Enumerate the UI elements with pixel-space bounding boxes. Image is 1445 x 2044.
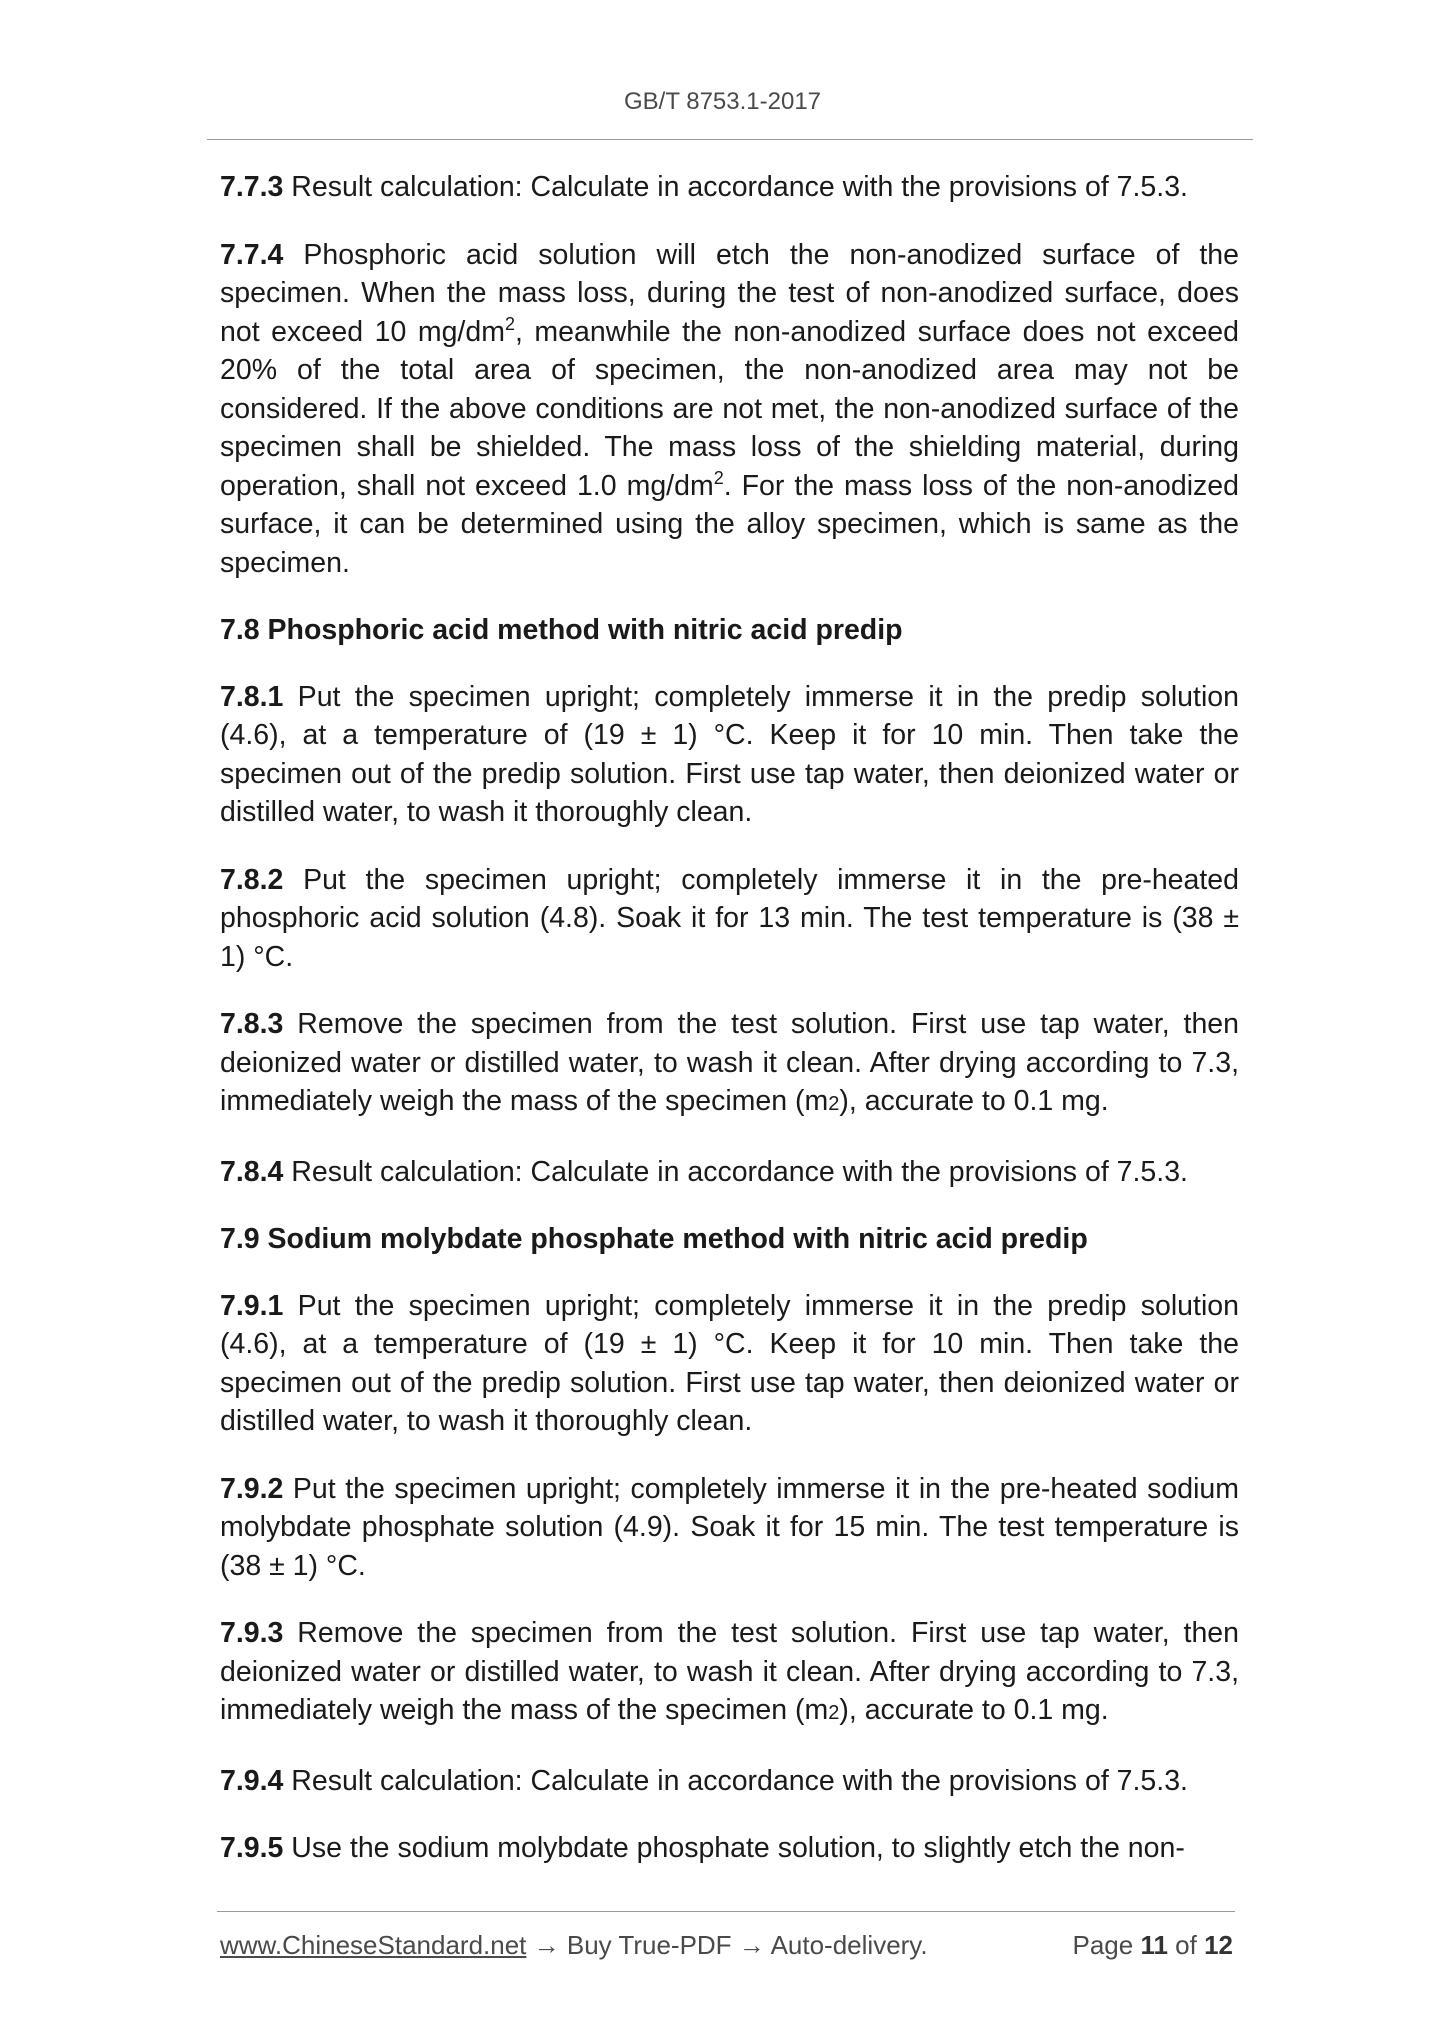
page-number (1072, 1930, 1233, 1961)
subscript: 2 (828, 1093, 840, 1115)
document-body (220, 168, 1239, 1897)
clause-text: Remove the specimen from the test solution. First use tap water, then deionized water or distilled water, to wash it clean. After drying according to 7.3, immediately weigh the mass of the specimen (m (220, 1008, 1239, 1117)
clause-text: Put the specimen upright; completely immerse it in the pre-heated phosphoric acid solution (4.8). Soak it for 13 min. The test temperature is (38 ± 1) °C. (220, 863, 1239, 973)
clause-text: Result calculation: Calculate in accordance with the provisions of 7.5.3. (283, 1155, 1188, 1188)
paragraph-7-8-2 (220, 861, 1239, 977)
clause-text: ), accurate to 0.1 mg. (839, 1694, 1109, 1726)
paragraph-7-7-3 (220, 168, 1239, 207)
clause-text: Put the specimen upright; completely immerse it in the pre-heated sodium molybdate phosphate solution (4.9). Soak it for 15 min. The test temperature is (38 ± 1) °C. (220, 1472, 1239, 1582)
clause-number: 7.9.2 (220, 1472, 284, 1505)
page-footer (220, 1930, 1233, 1966)
clause-text: Result calculation: Calculate in accordance with the provisions of 7.5.3. (283, 171, 1188, 203)
clause-number: 7.8.1 (220, 680, 284, 713)
paragraph-7-9-2 (220, 1470, 1239, 1586)
clause-text: Result calculation: Calculate in accordance with the provisions of 7.5.3. (283, 1764, 1188, 1797)
total-pages: 12 (1204, 1930, 1233, 1960)
paragraph-7-9-4 (220, 1762, 1239, 1801)
paragraph-7-9-3 (220, 1614, 1239, 1733)
clause-number: 7.8.2 (220, 863, 284, 896)
paragraph-7-8-4 (220, 1153, 1239, 1192)
clause-text: . For the mass loss of the non-anodized surface, it can be determined using the alloy specimen, which is same as the specimen. (220, 469, 1239, 579)
paragraph-7-8-3 (220, 1005, 1239, 1124)
paragraph-7-9-5 (220, 1829, 1239, 1868)
clause-text: Phosphoric acid solution will etch the non-anodized surface of the specimen. When the mass loss, during the test of non-anodized surface, does not exceed 10 mg/dm (220, 238, 1239, 348)
clause-text: Remove the specimen from the test solution. First use tap water, then deionized water or distilled water, to wash it clean. After drying according to 7.3, immediately weigh the mass of the specimen (m (220, 1617, 1239, 1726)
footer-left (220, 1930, 928, 1961)
clause-text: Use the sodium molybdate phosphate solution, to slightly etch the non- (283, 1832, 1185, 1864)
clause-text: Put the specimen upright; completely immerse it in the predip solution (4.6), at a temperature of (19 ± 1) °C. Keep it for 10 min. Then take the specimen out of the predip solution. First use tap water, then deionized water or distilled water, to wash it thoroughly clean. (220, 1289, 1239, 1437)
clause-number: 7.7.4 (220, 238, 284, 271)
clause-number: 7.9.1 (220, 1289, 284, 1322)
clause-number: 7.8.4 (220, 1155, 284, 1188)
paragraph-7-9-1 (220, 1287, 1239, 1441)
footer-tagline: → Buy True-PDF → Auto-delivery. (526, 1930, 928, 1960)
footer-divider (217, 1911, 1235, 1912)
clause-text: ), accurate to 0.1 mg. (839, 1085, 1109, 1117)
section-heading-7-9: 7.9 Sodium molybdate phosphate method with nitric acid predip (220, 1223, 1088, 1255)
clause-number: 7.9.5 (220, 1832, 284, 1864)
clause-number: 7.8.3 (220, 1008, 284, 1040)
paragraph-7-8-1 (220, 678, 1239, 832)
subscript: 2 (828, 1702, 840, 1724)
website-link[interactable]: www.ChineseStandard.net (220, 1930, 527, 1960)
paragraph-7-7-4 (220, 236, 1239, 583)
current-page: 11 (1140, 1930, 1168, 1960)
clause-number: 7.9.4 (220, 1764, 284, 1797)
superscript: 2 (504, 313, 515, 334)
clause-number: 7.9.3 (220, 1617, 284, 1649)
section-heading-7-8: 7.8 Phosphoric acid method with nitric acid predip (220, 614, 903, 646)
superscript: 2 (713, 467, 724, 488)
page-header: GB/T 8753.1-2017 (623, 88, 822, 115)
clause-number: 7.7.3 (220, 171, 284, 203)
clause-text: , meanwhile the non-anodized surface does not exceed 20% of the total area of specimen, the non-anodized area may not be considered. If the above conditions are not met, the non-anodized surface of the specimen shall be shielded. The mass loss of the shielding material, during operation, shall not exceed 1.0 mg/dm (220, 315, 1239, 502)
page-label: Page (1072, 1930, 1141, 1960)
clause-text: Put the specimen upright; completely immerse it in the predip solution (4.6), at a temperature of (19 ± 1) °C. Keep it for 10 min. Then take the specimen out of the predip solution. First use tap water, then deionized water or distilled water, to wash it thoroughly clean. (220, 680, 1239, 828)
header-divider (207, 139, 1253, 140)
of-label: of (1167, 1930, 1205, 1960)
